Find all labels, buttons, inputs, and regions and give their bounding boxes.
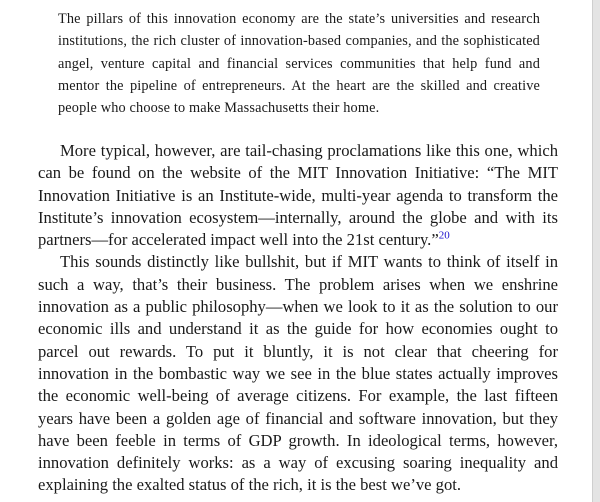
- paragraph-1: [38, 140, 558, 251]
- body-text: [38, 140, 558, 497]
- paragraph-2: [38, 251, 558, 496]
- footnote-ref-20[interactable]: 20: [438, 229, 450, 242]
- paragraph-1-text: More typical, however, are tail-chasing proclamations like this one, which can be found on the website of the MIT Innovation Initiative: “The MIT Innovation Initiative is an Institute-wide, multi-year agenda to transform the Institute’s innovation ecosystem—internally, around the globe and with its partners—for accelerated impact well into the 21st century.”: [38, 141, 558, 250]
- paragraph-2-text: This sounds distinctly like bullshit, but if MIT wants to think of itself in such a way, that’s their business. The problem arises when we enshrine innovation as a public philosophy—when we look to it as the solution to our economic ills and understand it as the guide for how economies ought to parcel out rewards. To put it bluntly, it is not clear that cheering for innovation in the bombastic way we see in the blue states actually improves the economic well-being of average citizens. For example, the last fifteen years have been a golden age of financial and software innovation, but they have been feeble in terms of GDP growth. In ideological terms, however, innovation definitely works: as a way of excusing soaring inequality and explaining the exalted status of the rich, it is the best we’ve got.: [38, 252, 558, 495]
- block-quote: The pillars of this innovation economy are the state’s universities and research institutions, the rich cluster of innovation-based companies, and the sophisticated angel, venture capital and financial services communities that help fund and mentor the pipeline of entrepreneurs. At the heart are the skilled and creative people who choose to make Massachusetts their home.: [58, 11, 540, 117]
- page-edge-scrollbar[interactable]: [592, 0, 600, 502]
